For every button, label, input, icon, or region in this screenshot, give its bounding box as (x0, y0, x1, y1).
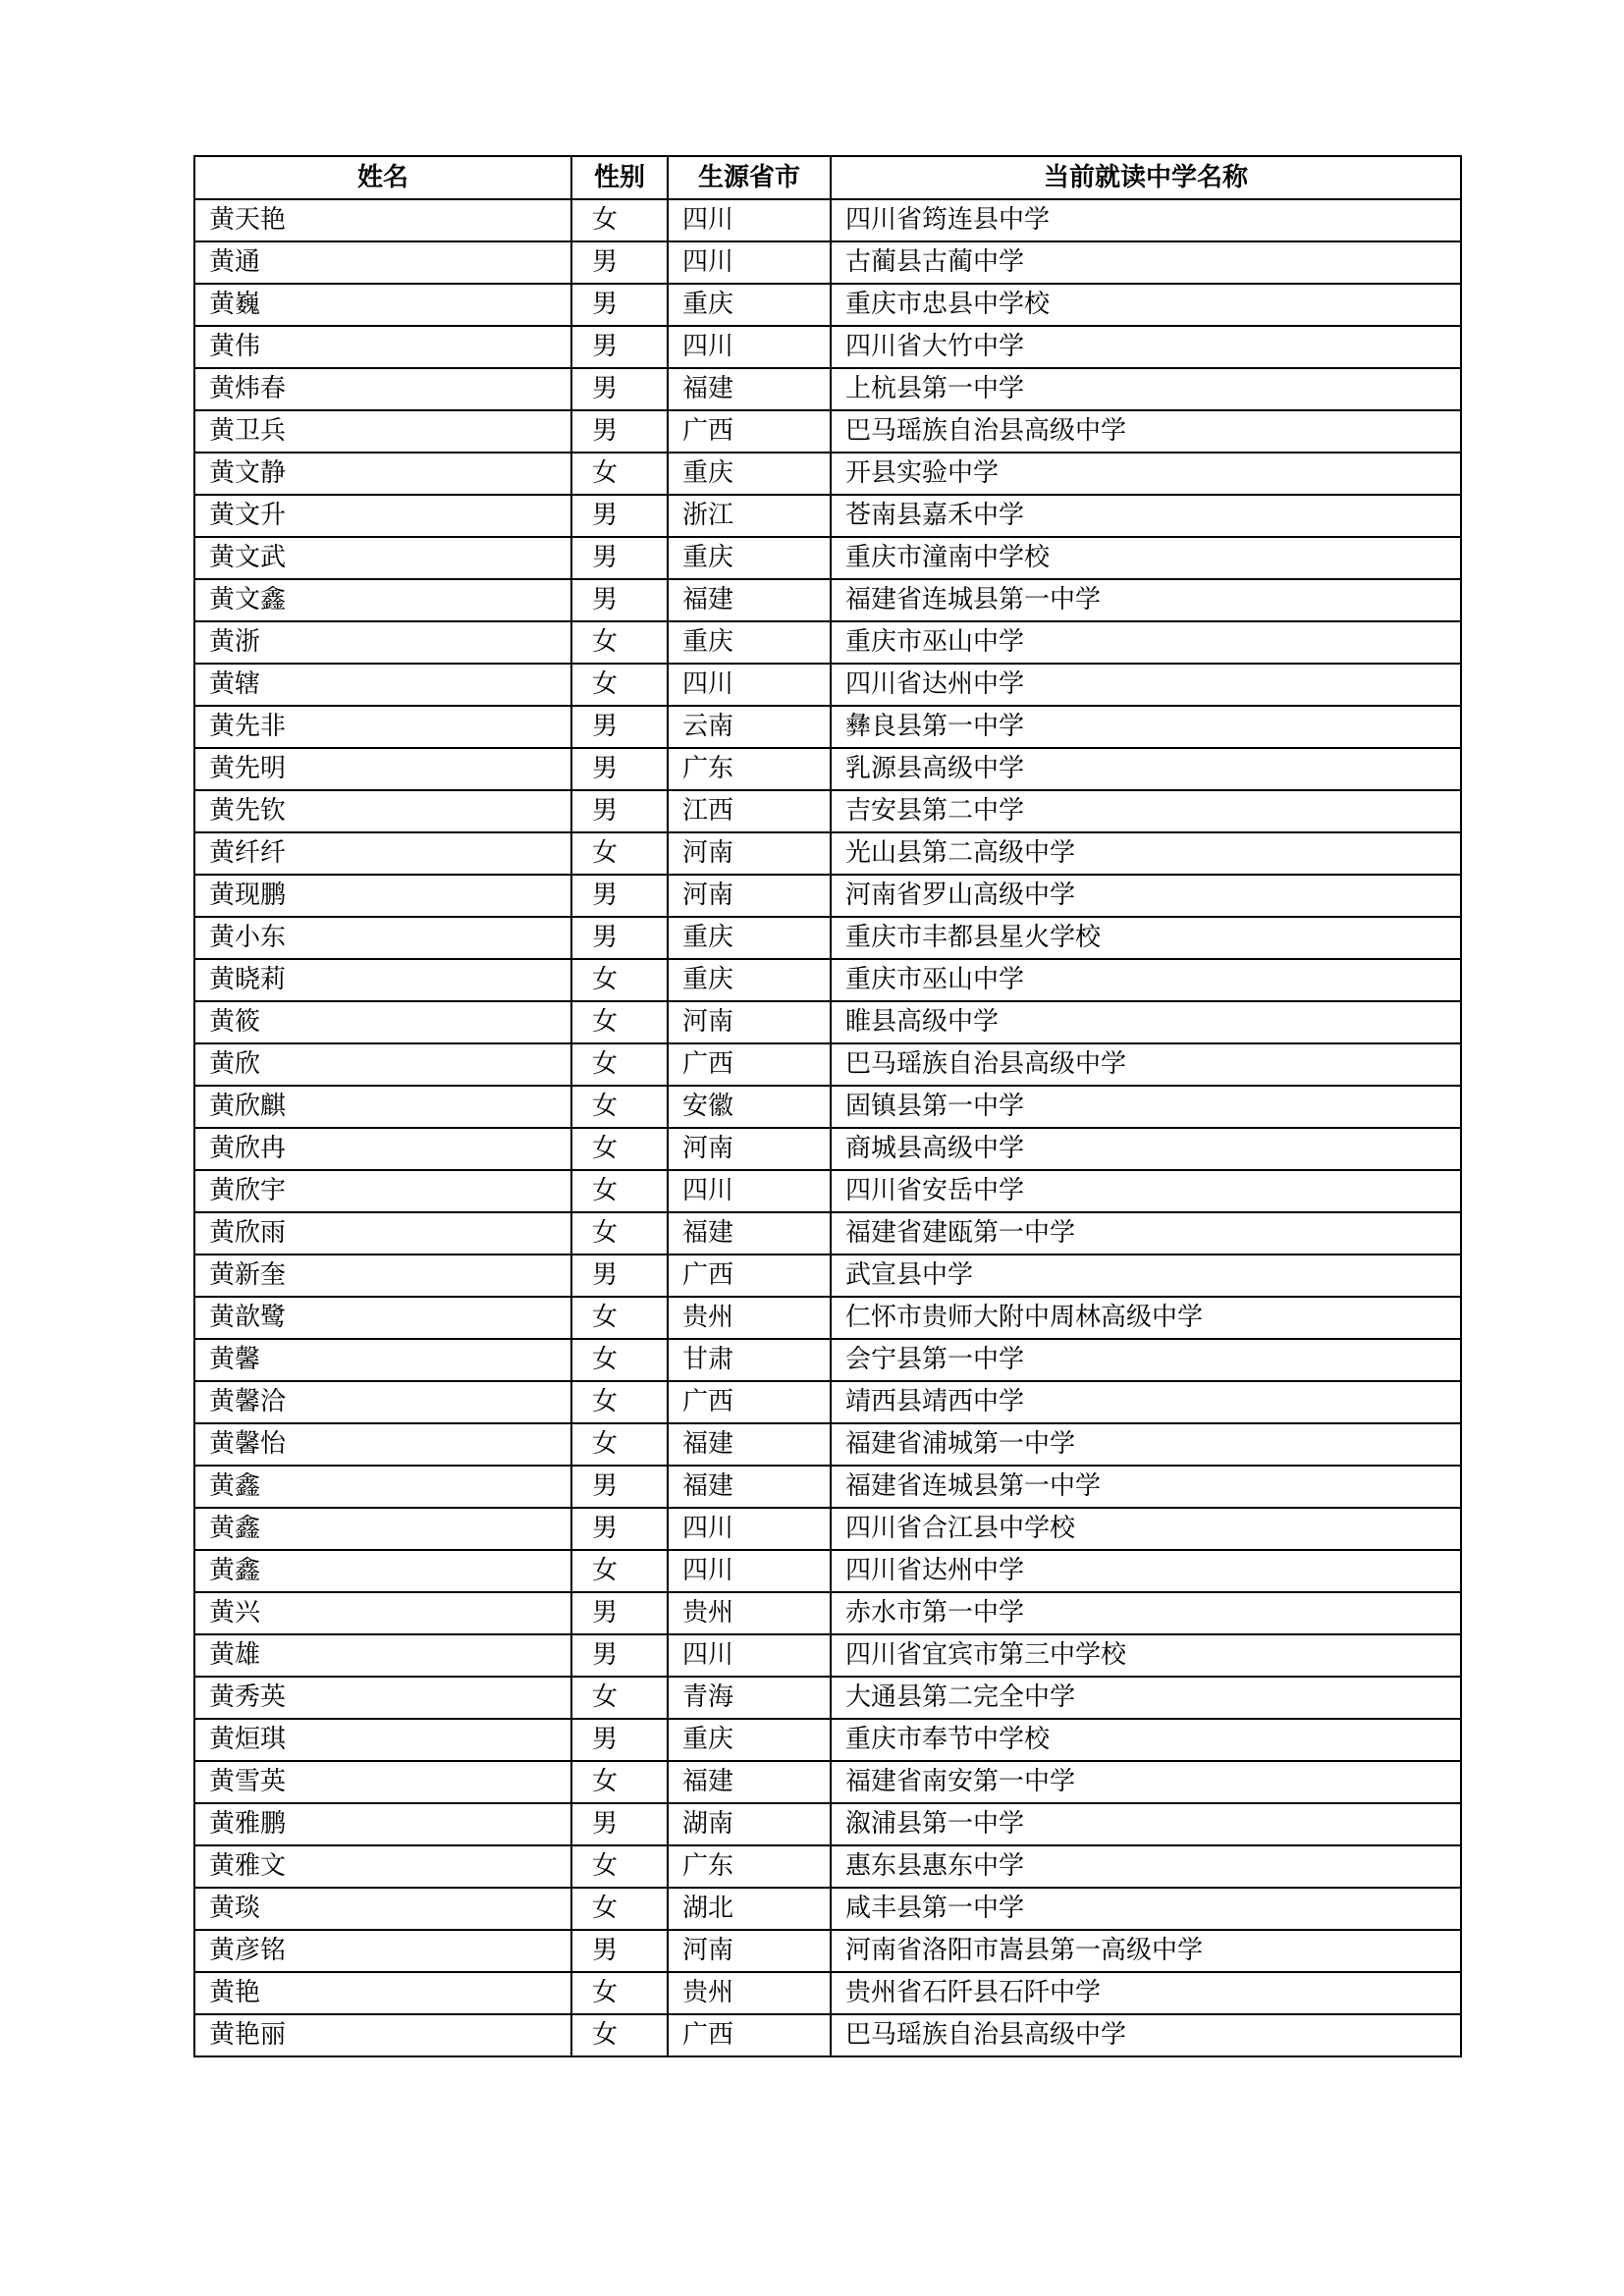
table-row (194, 1001, 1461, 1043)
cell-province: 福建 (668, 579, 831, 621)
table-row (194, 241, 1461, 284)
cell-gender: 女 (571, 621, 668, 664)
cell-gender: 女 (571, 1001, 668, 1043)
cell-province: 重庆 (668, 284, 831, 326)
table-row (194, 1634, 1461, 1677)
cell-gender: 女 (571, 2014, 668, 2056)
cell-name: 黄雅文 (194, 1845, 571, 1888)
cell-province: 河南 (668, 1001, 831, 1043)
cell-province: 重庆 (668, 621, 831, 664)
cell-province: 四川 (668, 1508, 831, 1550)
cell-gender: 男 (571, 1634, 668, 1677)
table-row (194, 832, 1461, 875)
cell-school: 武宣县中学 (831, 1255, 1461, 1297)
cell-name: 黄炜春 (194, 368, 571, 410)
cell-province: 重庆 (668, 453, 831, 495)
table-row (194, 453, 1461, 495)
table-row (194, 790, 1461, 832)
table-row (194, 1423, 1461, 1466)
cell-province: 四川 (668, 1170, 831, 1212)
cell-gender: 男 (571, 875, 668, 917)
cell-name: 黄浙 (194, 621, 571, 664)
cell-name: 黄馨怡 (194, 1423, 571, 1466)
cell-name: 黄先明 (194, 748, 571, 790)
cell-gender: 男 (571, 368, 668, 410)
cell-province: 河南 (668, 1930, 831, 1972)
cell-name: 黄卫兵 (194, 410, 571, 453)
cell-name: 黄艳 (194, 1972, 571, 2014)
cell-name: 黄歆鹭 (194, 1297, 571, 1339)
cell-school: 巴马瑶族自治县高级中学 (831, 1043, 1461, 1086)
cell-school: 巴马瑶族自治县高级中学 (831, 2014, 1461, 2056)
table-row (194, 1339, 1461, 1381)
cell-gender: 女 (571, 1550, 668, 1592)
cell-province: 四川 (668, 199, 831, 241)
cell-province: 广西 (668, 410, 831, 453)
table-row (194, 1170, 1461, 1212)
cell-name: 黄兴 (194, 1592, 571, 1634)
cell-gender: 女 (571, 664, 668, 706)
cell-name: 黄欣雨 (194, 1212, 571, 1255)
cell-province: 浙江 (668, 495, 831, 537)
cell-gender: 男 (571, 917, 668, 959)
cell-school: 大通县第二完全中学 (831, 1677, 1461, 1719)
table-row (194, 537, 1461, 579)
cell-province: 贵州 (668, 1592, 831, 1634)
table-row (194, 579, 1461, 621)
cell-school: 彝良县第一中学 (831, 706, 1461, 748)
cell-school: 重庆市忠县中学校 (831, 284, 1461, 326)
table-row (194, 1255, 1461, 1297)
cell-gender: 女 (571, 453, 668, 495)
cell-gender: 男 (571, 495, 668, 537)
cell-school: 上杭县第一中学 (831, 368, 1461, 410)
cell-gender: 女 (571, 1212, 668, 1255)
table-row (194, 1677, 1461, 1719)
cell-gender: 女 (571, 832, 668, 875)
cell-name: 黄通 (194, 241, 571, 284)
table-row (194, 1381, 1461, 1423)
cell-province: 广西 (668, 1043, 831, 1086)
cell-name: 黄文武 (194, 537, 571, 579)
table-body (194, 199, 1461, 2056)
cell-province: 重庆 (668, 1719, 831, 1761)
cell-province: 广东 (668, 1845, 831, 1888)
table-row (194, 1803, 1461, 1845)
cell-school: 苍南县嘉禾中学 (831, 495, 1461, 537)
table-row (194, 368, 1461, 410)
cell-school: 靖西县靖西中学 (831, 1381, 1461, 1423)
header-province: 生源省市 (668, 156, 831, 199)
cell-gender: 女 (571, 959, 668, 1001)
cell-gender: 男 (571, 1719, 668, 1761)
cell-name: 黄雄 (194, 1634, 571, 1677)
cell-province: 四川 (668, 241, 831, 284)
cell-province: 湖北 (668, 1888, 831, 1930)
cell-school: 河南省洛阳市嵩县第一高级中学 (831, 1930, 1461, 1972)
table-row (194, 1043, 1461, 1086)
table-row (194, 1550, 1461, 1592)
cell-name: 黄现鹏 (194, 875, 571, 917)
cell-school: 睢县高级中学 (831, 1001, 1461, 1043)
cell-name: 黄伟 (194, 326, 571, 368)
cell-school: 四川省宜宾市第三中学校 (831, 1634, 1461, 1677)
cell-school: 福建省南安第一中学 (831, 1761, 1461, 1803)
student-roster-table (193, 155, 1462, 2057)
cell-gender: 男 (571, 537, 668, 579)
cell-province: 广西 (668, 1381, 831, 1423)
cell-name: 黄馨 (194, 1339, 571, 1381)
cell-gender: 男 (571, 748, 668, 790)
cell-province: 四川 (668, 1634, 831, 1677)
table-row (194, 495, 1461, 537)
cell-province: 河南 (668, 1128, 831, 1170)
cell-name: 黄新奎 (194, 1255, 571, 1297)
table-row (194, 1086, 1461, 1128)
cell-school: 商城县高级中学 (831, 1128, 1461, 1170)
cell-gender: 女 (571, 1888, 668, 1930)
cell-province: 青海 (668, 1677, 831, 1719)
header-gender: 性别 (571, 156, 668, 199)
cell-school: 贵州省石阡县石阡中学 (831, 1972, 1461, 2014)
cell-name: 黄雅鹏 (194, 1803, 571, 1845)
table-row (194, 664, 1461, 706)
cell-name: 黄彦铭 (194, 1930, 571, 1972)
cell-name: 黄筱 (194, 1001, 571, 1043)
cell-name: 黄琰 (194, 1888, 571, 1930)
cell-gender: 女 (571, 199, 668, 241)
cell-gender: 男 (571, 410, 668, 453)
table-row (194, 917, 1461, 959)
cell-school: 重庆市潼南中学校 (831, 537, 1461, 579)
cell-school: 溆浦县第一中学 (831, 1803, 1461, 1845)
cell-school: 赤水市第一中学 (831, 1592, 1461, 1634)
cell-school: 重庆市巫山中学 (831, 621, 1461, 664)
cell-name: 黄秀英 (194, 1677, 571, 1719)
cell-province: 贵州 (668, 1297, 831, 1339)
cell-gender: 男 (571, 1930, 668, 1972)
cell-gender: 男 (571, 326, 668, 368)
cell-name: 黄欣宇 (194, 1170, 571, 1212)
cell-province: 四川 (668, 1550, 831, 1592)
cell-school: 重庆市丰都县星火学校 (831, 917, 1461, 959)
cell-school: 固镇县第一中学 (831, 1086, 1461, 1128)
cell-gender: 男 (571, 706, 668, 748)
cell-name: 黄欣冉 (194, 1128, 571, 1170)
cell-school: 咸丰县第一中学 (831, 1888, 1461, 1930)
cell-gender: 男 (571, 1255, 668, 1297)
table-row (194, 706, 1461, 748)
cell-gender: 男 (571, 1803, 668, 1845)
header-school: 当前就读中学名称 (831, 156, 1461, 199)
cell-school: 福建省浦城第一中学 (831, 1423, 1461, 1466)
cell-name: 黄文鑫 (194, 579, 571, 621)
cell-province: 贵州 (668, 1972, 831, 2014)
table-row (194, 1508, 1461, 1550)
cell-province: 湖南 (668, 1803, 831, 1845)
cell-province: 四川 (668, 664, 831, 706)
cell-gender: 男 (571, 241, 668, 284)
cell-school: 四川省合江县中学校 (831, 1508, 1461, 1550)
cell-name: 黄文升 (194, 495, 571, 537)
cell-gender: 女 (571, 1128, 668, 1170)
table-row (194, 959, 1461, 1001)
cell-name: 黄先钦 (194, 790, 571, 832)
cell-school: 惠东县惠东中学 (831, 1845, 1461, 1888)
cell-school: 河南省罗山高级中学 (831, 875, 1461, 917)
table-row (194, 1592, 1461, 1634)
cell-province: 江西 (668, 790, 831, 832)
cell-gender: 男 (571, 790, 668, 832)
cell-school: 重庆市巫山中学 (831, 959, 1461, 1001)
cell-province: 广东 (668, 748, 831, 790)
cell-school: 福建省连城县第一中学 (831, 1466, 1461, 1508)
table-row (194, 410, 1461, 453)
cell-school: 四川省达州中学 (831, 1550, 1461, 1592)
cell-school: 福建省连城县第一中学 (831, 579, 1461, 621)
table-row (194, 1212, 1461, 1255)
table-row (194, 326, 1461, 368)
cell-gender: 女 (571, 1761, 668, 1803)
cell-school: 开县实验中学 (831, 453, 1461, 495)
cell-school: 四川省大竹中学 (831, 326, 1461, 368)
cell-province: 河南 (668, 832, 831, 875)
cell-school: 巴马瑶族自治县高级中学 (831, 410, 1461, 453)
cell-province: 广西 (668, 1255, 831, 1297)
cell-gender: 女 (571, 1677, 668, 1719)
cell-name: 黄欣麒 (194, 1086, 571, 1128)
table-row (194, 875, 1461, 917)
cell-school: 四川省达州中学 (831, 664, 1461, 706)
cell-name: 黄天艳 (194, 199, 571, 241)
cell-gender: 男 (571, 1592, 668, 1634)
cell-gender: 男 (571, 1508, 668, 1550)
table-row (194, 2014, 1461, 2056)
cell-school: 乳源县高级中学 (831, 748, 1461, 790)
cell-name: 黄晓莉 (194, 959, 571, 1001)
header-name: 姓名 (194, 156, 571, 199)
cell-school: 四川省安岳中学 (831, 1170, 1461, 1212)
cell-school: 会宁县第一中学 (831, 1339, 1461, 1381)
cell-gender: 女 (571, 1845, 668, 1888)
cell-province: 安徽 (668, 1086, 831, 1128)
cell-name: 黄纤纤 (194, 832, 571, 875)
cell-name: 黄巍 (194, 284, 571, 326)
cell-gender: 女 (571, 1086, 668, 1128)
table-row (194, 748, 1461, 790)
cell-name: 黄鑫 (194, 1550, 571, 1592)
cell-school: 古蔺县古蔺中学 (831, 241, 1461, 284)
cell-province: 福建 (668, 1761, 831, 1803)
cell-name: 黄艳丽 (194, 2014, 571, 2056)
table-row (194, 199, 1461, 241)
table-row (194, 1297, 1461, 1339)
cell-name: 黄欣 (194, 1043, 571, 1086)
cell-gender: 女 (571, 1170, 668, 1212)
table-row (194, 1761, 1461, 1803)
cell-name: 黄小东 (194, 917, 571, 959)
cell-school: 吉安县第二中学 (831, 790, 1461, 832)
cell-gender: 女 (571, 1381, 668, 1423)
cell-gender: 男 (571, 579, 668, 621)
table-row (194, 1128, 1461, 1170)
cell-name: 黄鑫 (194, 1508, 571, 1550)
table-row (194, 1466, 1461, 1508)
cell-school: 光山县第二高级中学 (831, 832, 1461, 875)
table-row (194, 1930, 1461, 1972)
cell-province: 云南 (668, 706, 831, 748)
cell-name: 黄辖 (194, 664, 571, 706)
cell-province: 河南 (668, 875, 831, 917)
cell-province: 福建 (668, 1466, 831, 1508)
table-row (194, 1719, 1461, 1761)
cell-gender: 女 (571, 1043, 668, 1086)
table-header-row (194, 156, 1461, 199)
cell-gender: 女 (571, 1972, 668, 2014)
cell-name: 黄馨洽 (194, 1381, 571, 1423)
cell-school: 重庆市奉节中学校 (831, 1719, 1461, 1761)
cell-name: 黄鑫 (194, 1466, 571, 1508)
cell-province: 重庆 (668, 959, 831, 1001)
cell-province: 重庆 (668, 917, 831, 959)
cell-name: 黄烜琪 (194, 1719, 571, 1761)
cell-name: 黄先非 (194, 706, 571, 748)
cell-province: 福建 (668, 368, 831, 410)
cell-gender: 女 (571, 1423, 668, 1466)
cell-province: 四川 (668, 326, 831, 368)
table-row (194, 1972, 1461, 2014)
cell-gender: 男 (571, 284, 668, 326)
cell-province: 重庆 (668, 537, 831, 579)
cell-school: 四川省筠连县中学 (831, 199, 1461, 241)
table-row (194, 621, 1461, 664)
table-row (194, 1845, 1461, 1888)
cell-province: 广西 (668, 2014, 831, 2056)
cell-province: 福建 (668, 1212, 831, 1255)
cell-province: 甘肃 (668, 1339, 831, 1381)
cell-name: 黄雪英 (194, 1761, 571, 1803)
table-row (194, 1888, 1461, 1930)
cell-gender: 男 (571, 1466, 668, 1508)
cell-gender: 女 (571, 1297, 668, 1339)
cell-gender: 女 (571, 1339, 668, 1381)
cell-province: 福建 (668, 1423, 831, 1466)
cell-school: 福建省建瓯第一中学 (831, 1212, 1461, 1255)
table-row (194, 284, 1461, 326)
cell-name: 黄文静 (194, 453, 571, 495)
cell-school: 仁怀市贵师大附中周林高级中学 (831, 1297, 1461, 1339)
